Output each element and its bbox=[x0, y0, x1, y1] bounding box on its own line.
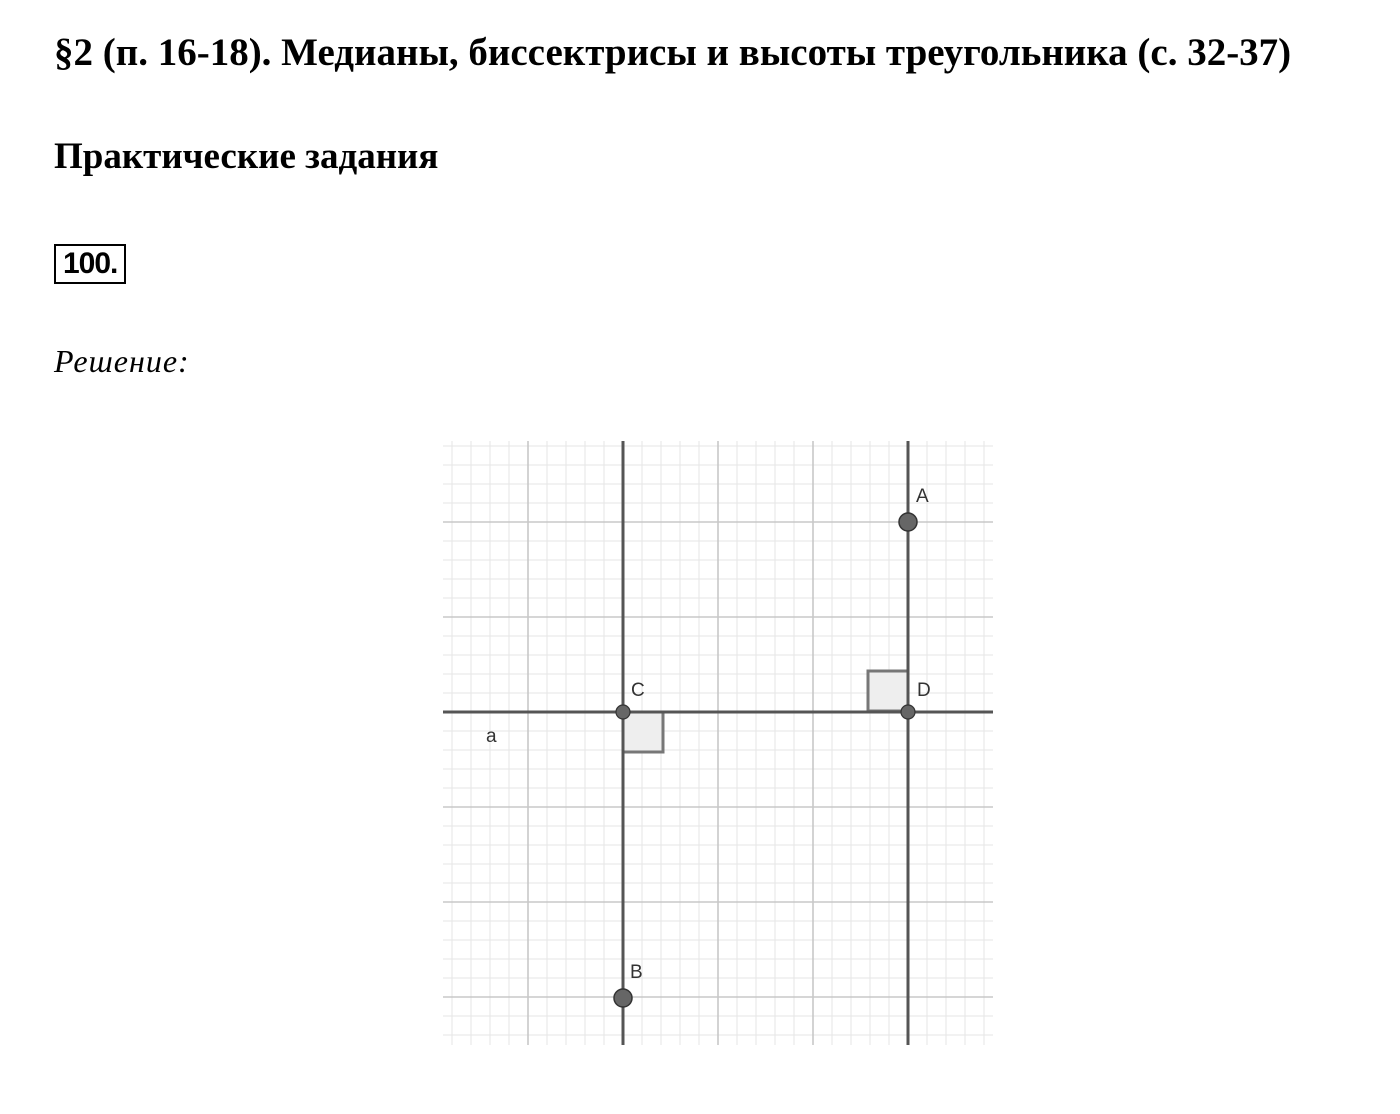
line-a-label: a bbox=[486, 726, 497, 747]
task-number-badge: 100. bbox=[54, 244, 126, 284]
point-c bbox=[616, 705, 630, 719]
point-a bbox=[899, 513, 917, 531]
point-b bbox=[614, 989, 632, 1007]
section-title: §2 (п. 16-18). Медианы, биссектрисы и высоты треугольника (с. 32-37) bbox=[54, 31, 1292, 74]
point-d bbox=[901, 705, 915, 719]
point-a-label: A bbox=[916, 486, 929, 507]
geometry-figure bbox=[440, 438, 996, 1048]
point-b-label: B bbox=[630, 962, 643, 983]
right-angle-marker-c bbox=[623, 712, 663, 752]
solution-label: Решение: bbox=[54, 343, 190, 379]
point-d-label: D bbox=[917, 680, 931, 701]
right-angle-marker-d bbox=[868, 671, 908, 711]
geometry-drawing bbox=[440, 438, 996, 1048]
subsection-title: Практические задания bbox=[54, 136, 439, 177]
point-c-label: C bbox=[631, 680, 645, 701]
